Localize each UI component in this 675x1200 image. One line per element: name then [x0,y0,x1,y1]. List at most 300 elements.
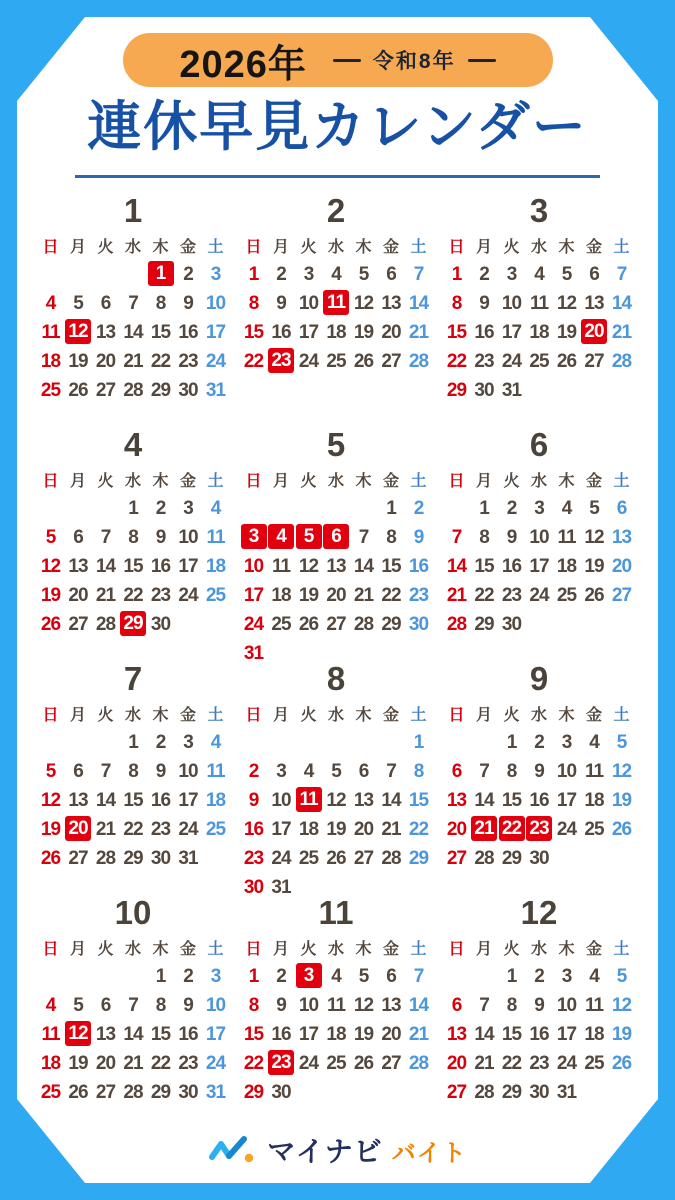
date-cell [295,962,323,991]
date-cell: 27 [95,1082,116,1103]
date-cell: 4 [210,732,221,753]
date-cell: 24 [205,1053,226,1074]
date-cell: 30 [408,614,429,635]
month-label: 11 [318,894,354,931]
date-cell: 6 [451,995,462,1016]
date-cell: 26 [40,614,61,635]
date-cell: 15 [501,790,522,811]
weekday-label: 水 [124,239,141,256]
date-cell: 13 [446,1024,467,1045]
weekday-label: 月 [69,941,86,958]
date-cell: 27 [611,585,632,606]
weekday-row [439,235,639,260]
date-cell: 1 [128,732,138,753]
holiday-badge: 1 [148,261,174,286]
empty-cell [64,728,92,757]
date-cell: 31 [243,643,264,664]
date-cell: 8 [155,293,166,314]
date-cell: 29 [123,848,143,869]
date-cell: 26 [556,351,577,372]
date-cell [322,289,350,318]
date-cell: 5 [561,264,572,285]
calendar-month [236,193,436,427]
weekday-label: 水 [530,473,547,490]
calendar-month [33,427,233,661]
date-cell: 24 [178,585,198,606]
date-cell: 13 [326,556,346,577]
date-cell: 12 [556,293,577,314]
date-cell: 10 [178,761,198,782]
date-cell: 1 [128,498,138,519]
date-cell: 4 [534,264,544,285]
date-cell: 18 [556,556,577,577]
calendar-month [33,661,233,895]
weekday-label: 日 [245,239,262,256]
date-cell: 20 [446,819,467,840]
date-cell: 13 [381,995,401,1016]
date-cell: 11 [584,761,604,782]
date-cell: 29 [408,848,429,869]
date-cell: 9 [479,293,489,314]
date-cell: 20 [95,1053,116,1074]
date-cell: 28 [381,848,401,869]
date-cell: 31 [501,380,522,401]
date-cell: 9 [413,527,424,548]
date-cell: 19 [556,322,577,343]
month-label: 4 [123,426,143,463]
date-cell: 5 [589,498,599,519]
date-cell: 15 [150,322,171,343]
date-cell: 18 [529,322,549,343]
weekday-label: 水 [327,941,344,958]
year-banner [123,33,553,87]
date-cell: 16 [408,556,429,577]
weekday-label: 土 [207,941,224,958]
weekday-label: 木 [355,239,372,256]
date-cell: 30 [150,848,171,869]
date-cell: 10 [529,527,549,548]
empty-cell [119,962,147,991]
weekday-label: 金 [179,239,196,256]
weekday-row [236,937,436,962]
holiday-badge: 4 [268,524,294,549]
date-cell: 17 [205,322,226,343]
weekday-label: 金 [585,941,602,958]
date-cell: 28 [353,614,374,635]
weekday-label: 水 [124,941,141,958]
date-cell: 19 [40,585,61,606]
empty-cell [443,728,471,757]
date-cell: 3 [210,966,221,987]
weekday-label: 木 [152,941,169,958]
date-cell: 16 [178,322,198,343]
date-cell: 23 [408,585,429,606]
date-cell: 23 [178,1053,198,1074]
date-grid [439,728,639,873]
date-cell: 18 [298,819,319,840]
date-cell: 29 [243,1082,264,1103]
date-cell: 3 [183,732,193,753]
date-cell: 26 [298,614,319,635]
date-cell: 15 [381,556,401,577]
weekday-label: 火 [300,941,317,958]
holiday-badge: 3 [296,963,322,988]
holiday-badge: 23 [526,816,552,841]
era-wrap [333,45,496,75]
date-cell: 12 [353,293,374,314]
date-cell: 18 [205,790,226,811]
date-cell: 20 [353,819,374,840]
date-cell: 20 [611,556,632,577]
weekday-label: 金 [585,707,602,724]
empty-cell [37,962,65,991]
date-cell: 24 [271,848,291,869]
weekday-label: 火 [503,707,520,724]
date-cell: 25 [326,1053,346,1074]
weekday-label: 土 [410,473,427,490]
weekday-label: 火 [300,707,317,724]
date-cell: 3 [276,761,286,782]
date-cell: 26 [611,819,632,840]
empty-cell [240,728,268,757]
calendar-month [439,427,639,661]
date-cell: 14 [474,1024,494,1045]
holiday-badge: 3 [241,524,267,549]
empty-cell [37,728,65,757]
date-cell: 27 [584,351,604,372]
date-cell: 4 [331,966,341,987]
date-cell: 26 [40,848,61,869]
date-cell: 10 [556,761,577,782]
weekday-label: 日 [245,707,262,724]
date-cell: 16 [150,556,171,577]
date-cell: 17 [556,1024,577,1045]
date-cell: 7 [358,527,369,548]
weekday-row [236,469,436,494]
date-cell: 30 [474,380,494,401]
holiday-badge: 11 [296,787,322,812]
empty-cell [377,728,405,757]
date-cell: 8 [506,761,517,782]
date-cell [580,318,608,347]
date-grid [439,494,639,639]
weekday-label: 水 [124,707,141,724]
date-cell: 16 [243,819,264,840]
date-cell: 4 [331,264,341,285]
date-cell [322,523,350,552]
date-cell: 22 [243,1053,264,1074]
date-cell: 30 [529,1082,549,1103]
brand-name: マイナビ [267,1136,383,1167]
date-cell: 23 [529,1053,549,1074]
date-cell: 23 [150,585,171,606]
weekday-label: 火 [97,473,114,490]
date-cell: 6 [616,498,627,519]
date-cell: 1 [506,732,517,753]
empty-cell [443,494,471,523]
footer-logo [0,1130,675,1170]
date-cell: 4 [45,293,56,314]
date-cell [267,347,295,376]
date-cell [119,610,147,639]
holiday-badge: 23 [268,1050,294,1075]
date-cell: 14 [381,790,401,811]
weekday-label: 土 [410,707,427,724]
date-cell: 6 [100,293,111,314]
weekday-label: 木 [152,473,169,490]
date-cell [295,786,323,815]
date-cell: 18 [584,1024,604,1045]
brand-suffix: バイト [391,1139,467,1167]
weekday-label: 土 [207,473,224,490]
date-cell: 26 [68,1082,88,1103]
holiday-badge: 12 [65,1021,91,1046]
date-cell: 18 [271,585,291,606]
holiday-badge: 20 [65,816,91,841]
date-cell: 16 [529,1024,549,1045]
date-cell: 23 [501,585,522,606]
date-cell: 1 [248,966,259,987]
date-cell: 18 [40,351,61,372]
date-cell: 18 [584,790,604,811]
date-cell: 14 [611,293,632,314]
date-cell: 21 [408,322,429,343]
date-cell: 28 [474,848,494,869]
date-cell: 9 [155,761,166,782]
weekday-label: 月 [69,707,86,724]
weekday-label: 日 [448,239,465,256]
date-cell [64,815,92,844]
date-cell: 27 [353,848,374,869]
empty-cell [350,494,378,523]
date-cell: 9 [248,790,259,811]
date-cell: 26 [584,585,604,606]
date-cell: 5 [616,966,627,987]
date-cell: 8 [451,293,462,314]
date-cell: 28 [123,380,143,401]
weekday-row [439,703,639,728]
date-cell: 13 [584,293,604,314]
date-grid [236,260,436,376]
date-cell: 10 [243,556,264,577]
date-cell: 22 [150,351,171,372]
date-cell: 24 [243,614,264,635]
date-cell: 24 [529,585,549,606]
date-cell: 13 [446,790,467,811]
date-cell: 23 [474,351,494,372]
holiday-badge: 21 [471,816,497,841]
date-cell: 24 [205,351,226,372]
date-cell: 31 [178,848,198,869]
weekday-row [33,937,233,962]
month-label: 6 [529,426,549,463]
date-cell: 6 [386,966,396,987]
date-cell: 21 [446,585,467,606]
date-cell: 17 [178,556,198,577]
date-cell: 9 [183,293,193,314]
date-cell: 8 [386,527,396,548]
calendar-month [236,660,436,898]
weekday-label: 木 [558,707,575,724]
date-cell: 26 [611,1053,632,1074]
date-cell: 15 [243,1024,264,1045]
date-cell [147,260,175,289]
date-cell: 11 [41,322,60,343]
date-cell: 19 [326,819,346,840]
date-cell: 22 [123,585,143,606]
date-cell: 17 [298,1024,319,1045]
date-cell: 4 [561,498,572,519]
empty-cell [92,494,120,523]
date-cell: 12 [584,527,604,548]
date-cell: 11 [557,527,576,548]
date-cell: 28 [446,614,467,635]
date-cell: 3 [210,264,221,285]
date-cell: 5 [358,264,369,285]
empty-cell [92,260,120,289]
date-cell: 8 [248,995,259,1016]
date-cell: 8 [128,761,138,782]
date-cell: 11 [41,1024,60,1045]
date-cell: 19 [584,556,604,577]
date-cell: 6 [73,527,83,548]
weekday-label: 土 [207,239,224,256]
date-cell: 7 [128,293,138,314]
date-cell: 21 [474,1053,494,1074]
date-cell: 19 [68,351,88,372]
date-cell: 20 [381,1024,401,1045]
date-cell [267,1049,295,1078]
empty-cell [37,494,65,523]
date-cell: 11 [271,556,291,577]
date-cell: 2 [248,761,259,782]
date-cell: 13 [353,790,374,811]
page-title: 連休早見カレンダー [87,97,588,157]
weekday-label: 日 [42,941,59,958]
date-cell: 15 [150,1024,171,1045]
date-cell: 25 [205,819,226,840]
date-cell: 2 [506,498,517,519]
weekday-label: 木 [355,707,372,724]
date-cell: 1 [479,498,489,519]
date-cell: 31 [205,1082,226,1103]
weekday-label: 金 [179,473,196,490]
date-cell: 20 [95,351,116,372]
empty-cell [64,494,92,523]
date-cell: 10 [298,293,319,314]
date-grid [236,962,436,1107]
date-cell: 5 [73,995,83,1016]
calendar-month [439,661,639,895]
date-cell: 7 [479,761,489,782]
weekday-label: 土 [410,239,427,256]
weekday-label: 月 [69,473,86,490]
date-cell: 28 [95,614,116,635]
date-cell: 2 [183,966,193,987]
date-cell: 2 [413,498,424,519]
date-cell: 29 [474,614,494,635]
date-cell: 21 [95,585,116,606]
month-label: 5 [326,426,346,463]
date-cell: 13 [611,527,632,548]
date-cell: 19 [40,819,61,840]
date-cell: 29 [501,1082,522,1103]
date-cell: 14 [474,790,494,811]
date-cell: 1 [386,498,396,519]
title-underline [75,175,600,178]
date-cell: 25 [529,351,549,372]
date-cell: 13 [68,556,88,577]
weekday-label: 日 [245,941,262,958]
date-cell: 17 [556,790,577,811]
date-cell: 14 [408,293,429,314]
date-grid [33,962,233,1107]
date-cell: 22 [474,585,494,606]
date-cell: 18 [326,1024,346,1045]
weekday-label: 火 [503,239,520,256]
date-cell: 3 [303,264,314,285]
date-cell: 31 [205,380,226,401]
date-cell: 26 [353,351,374,372]
empty-cell [350,728,378,757]
weekday-label: 金 [585,239,602,256]
calendar-month [439,193,639,427]
date-cell: 22 [501,1053,522,1074]
date-cell: 15 [446,322,467,343]
date-cell: 3 [534,498,544,519]
weekday-label: 火 [97,239,114,256]
date-cell: 15 [243,322,264,343]
date-cell: 21 [123,351,143,372]
date-cell: 13 [381,293,401,314]
calendar-month [439,895,639,1129]
date-cell: 12 [611,995,632,1016]
date-cell: 8 [413,761,424,782]
weekday-label: 金 [382,239,399,256]
date-cell: 27 [326,614,346,635]
date-cell [498,815,526,844]
months-grid [33,193,639,1129]
date-cell: 26 [353,1053,374,1074]
date-cell: 23 [150,819,171,840]
date-cell: 4 [589,732,599,753]
calendar-month [33,193,233,427]
date-cell: 17 [501,322,522,343]
weekday-label: 水 [327,239,344,256]
date-cell: 28 [611,351,632,372]
holiday-badge: 12 [65,319,91,344]
date-cell [64,1020,92,1049]
date-cell: 15 [123,790,143,811]
calendar-month [33,895,233,1129]
weekday-label: 木 [152,239,169,256]
date-cell: 3 [561,732,572,753]
empty-cell [322,728,350,757]
date-cell: 17 [271,819,291,840]
date-cell: 22 [150,1053,171,1074]
date-cell: 8 [155,995,166,1016]
weekday-label: 月 [475,239,492,256]
date-cell: 21 [408,1024,429,1045]
weekday-label: 月 [272,239,289,256]
date-cell: 25 [205,585,226,606]
date-cell [295,523,323,552]
weekday-label: 月 [69,239,86,256]
holiday-badge: 29 [120,611,146,636]
weekday-label: 日 [42,239,59,256]
date-cell: 21 [95,819,116,840]
empty-cell [92,728,120,757]
